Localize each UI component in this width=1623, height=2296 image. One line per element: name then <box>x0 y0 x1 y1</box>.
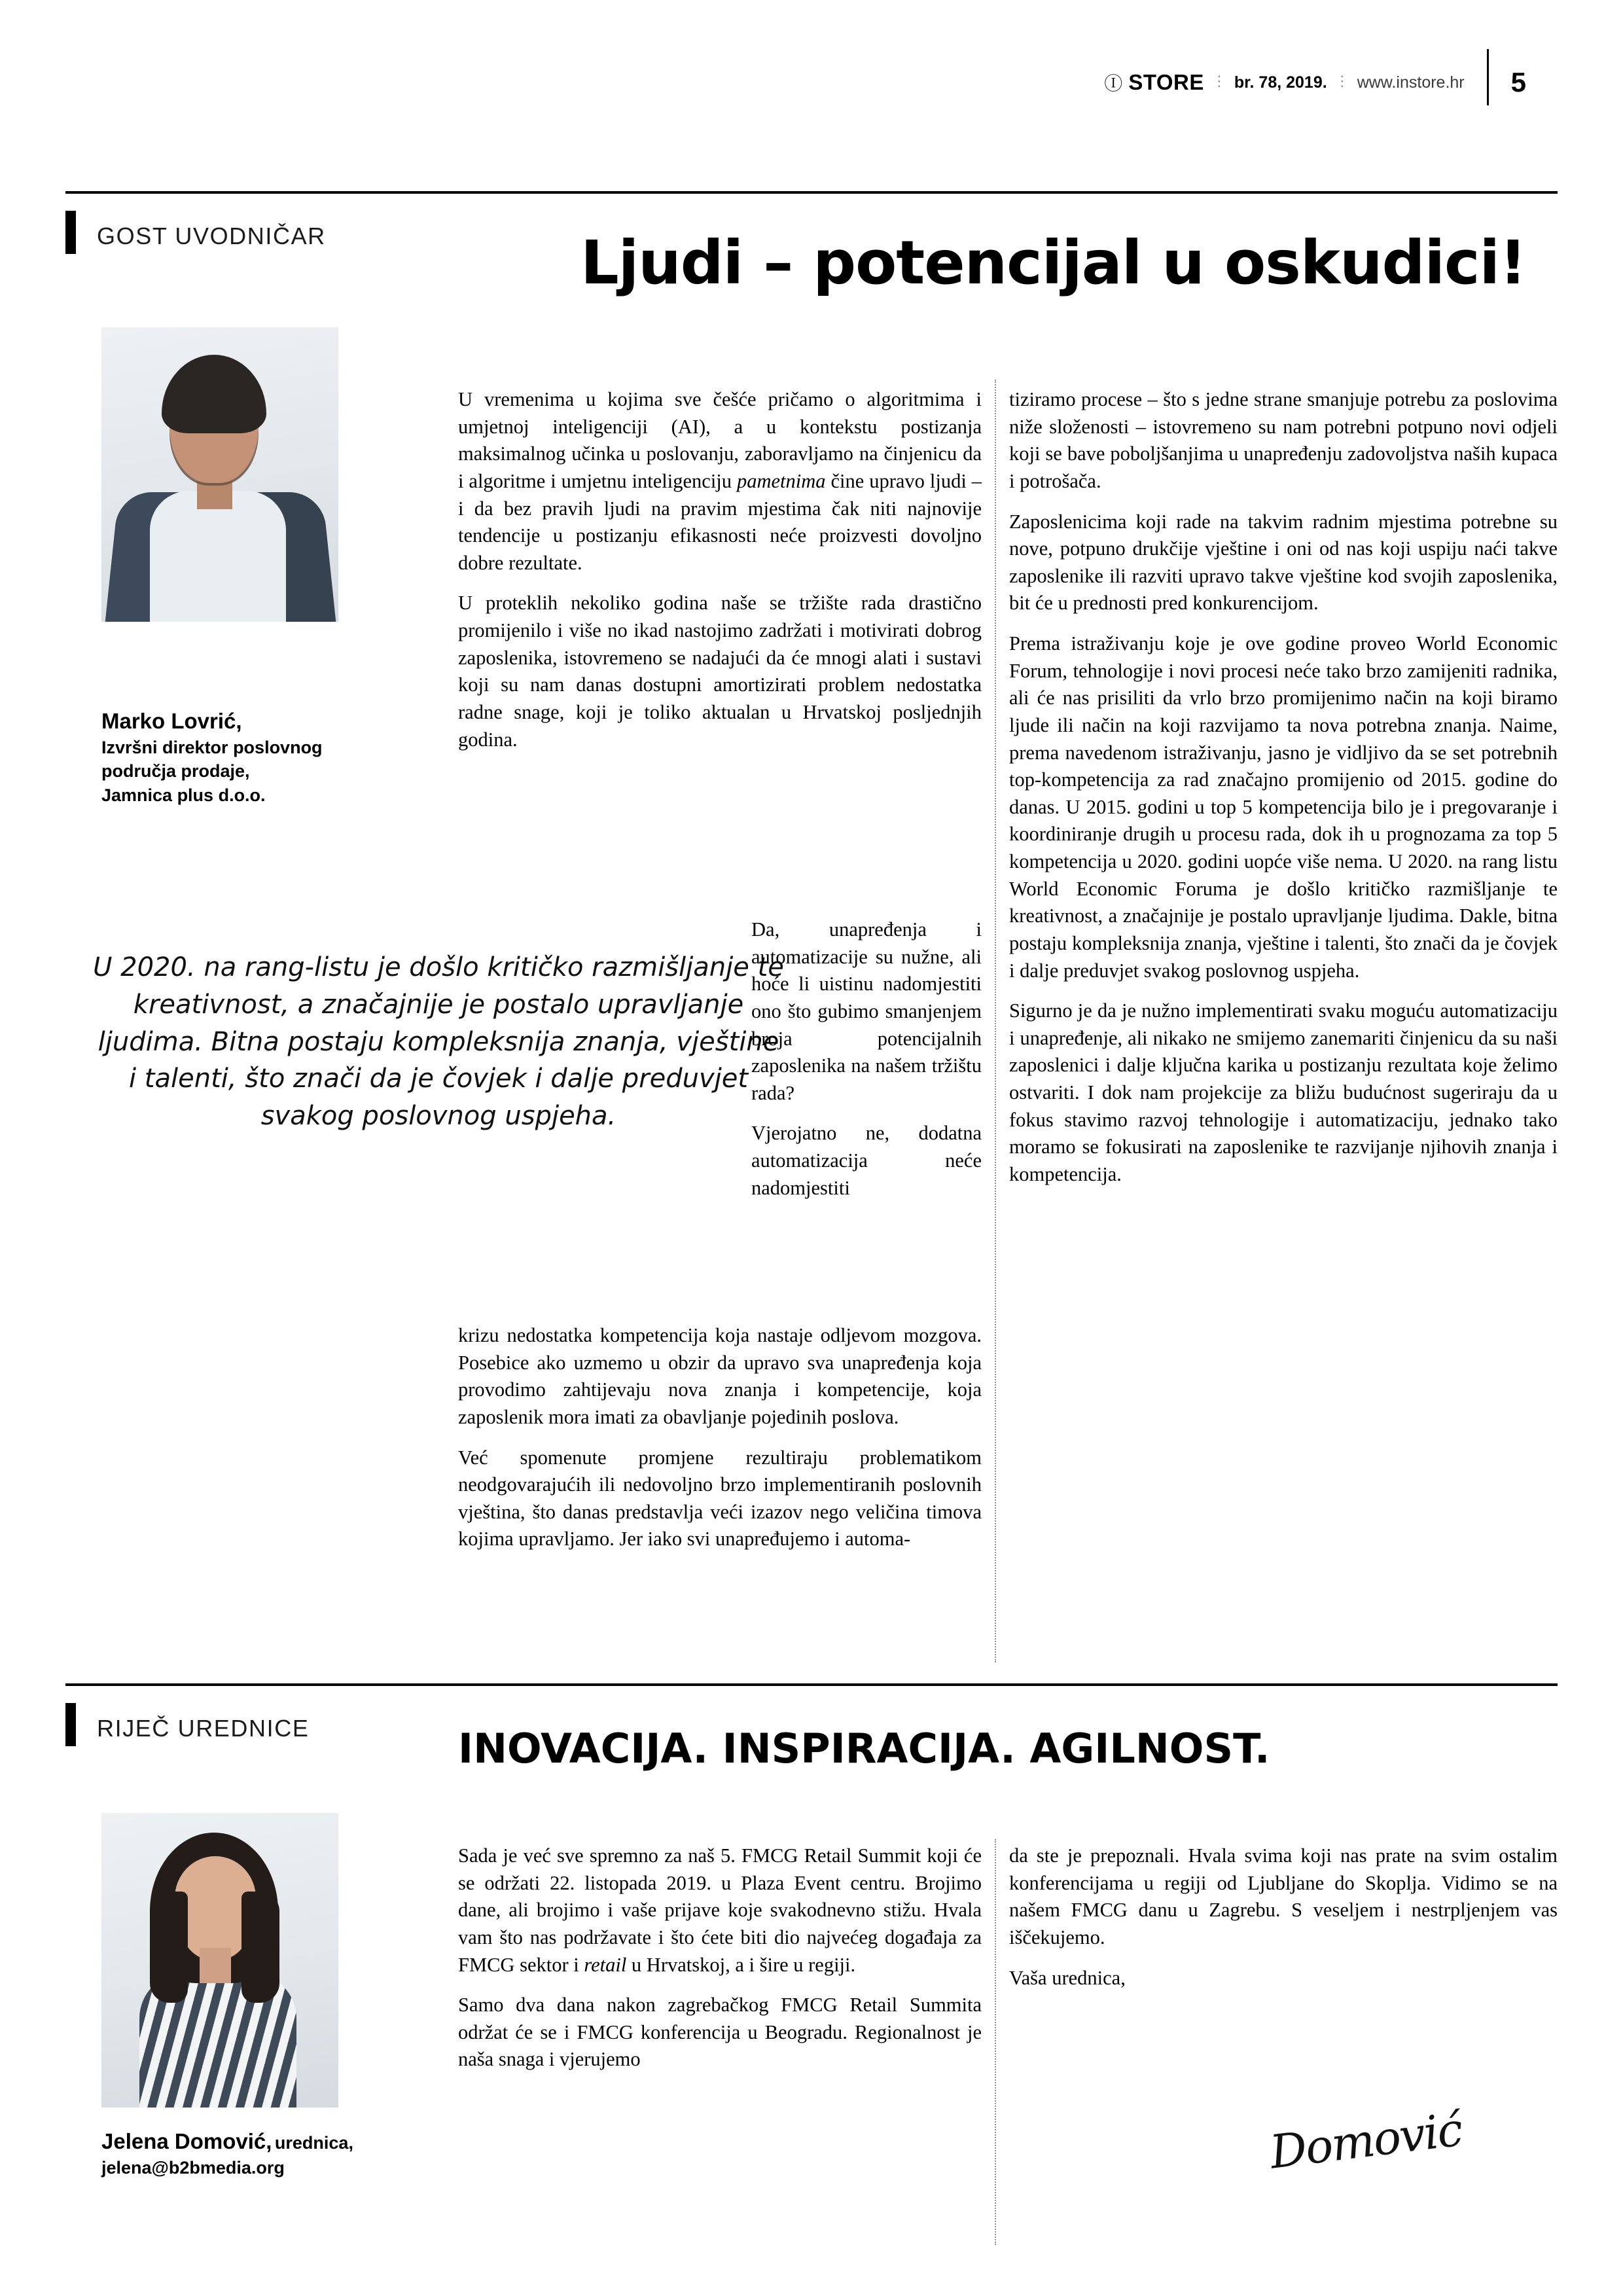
paragraph: Samo dva dana nakon zagrebačkog FMCG Retail Summita održat će se i FMCG konferencija u Beogradu. Regionalnost je naša snaga i vjerujemo <box>458 1994 982 2071</box>
author-name: Marko Lovrić, <box>101 709 242 733</box>
masthead <box>0 63 1623 102</box>
editor-role: urednica, <box>274 2133 353 2153</box>
author-role-line-2: područja prodaje, <box>101 761 250 781</box>
divider-icon: ⋮ <box>1334 73 1349 89</box>
page-number: 5 <box>1510 67 1526 98</box>
article-2-headline: INOVACIJA. INSPIRACIJA. AGILNOST. <box>458 1725 1270 1772</box>
paragraph: krizu nedostatka kompetencija koja nastaje odljevom mozgova. Posebice ako uzmemo u obzir da upravo sva unapređenja koja provodimo zahtijevaju nova znanja i kompetencije, koja zaposlenik mora imati za obavljanje pojedinih poslova. <box>458 1324 982 1428</box>
article-2-column-1 <box>458 1842 982 2073</box>
paragraph: Sigurno je da je nužno implementirati svaku moguću automatizaciju i unapređenje, ali nikako ne smijemo zanemariti činjenicu da su naši zaposlenici i dalje ključna karika u postizanju rezultata koje želimo ostvariti. I dok nam projekcije za bližu budućnost sugeriraju da u fokus stavimo razvoj tehnologije i automatizaciju, jednako tako moramo se fokusirati na zaposlenike te razvijanje njihovih znanja i kompetencija. <box>1009 999 1558 1185</box>
paragraph: tiziramo procese – što s jedne strane smanjuje potrebu za poslovima niže složenosti – istovremeno su nam potrebni potpuno novi odjeli koji se bave poboljšanjima u unapređenju zadovoljstva naših kupaca i potrošača. <box>1009 388 1558 492</box>
section-tick-editors-word <box>65 1703 76 1746</box>
article-separator-rule <box>65 1683 1558 1686</box>
author-photo-jelena-domovic <box>101 1813 338 2108</box>
section-label-guest-editor: GOST UVODNIČAR <box>97 223 326 249</box>
article-1-column-1-narrow <box>751 916 982 1202</box>
header-vertical-rule <box>1487 49 1489 105</box>
article-1-column-1-bottom <box>458 1322 982 1553</box>
website-url: www.instore.hr <box>1357 73 1465 92</box>
instore-logo-icon: Ⓘ <box>1104 73 1122 94</box>
author-company: Jamnica plus d.o.o. <box>101 785 266 805</box>
byline-jelena-domovic <box>101 2127 442 2179</box>
paragraph: Vjerojatno ne, dodatna automatizacija neće nadomjestiti <box>751 1122 982 1199</box>
paragraph: da ste je prepoznali. Hvala svima koji nas prate na svim ostalim konferencijama u regiji od Ljubljane do Skoplja. Vidimo se na našem FMCG danu u Zagrebu. S veseljem i nestrpljenjem vas iščekujemo. <box>1009 1844 1558 1948</box>
byline-marko-lovric <box>101 707 376 807</box>
column-divider-article-1 <box>995 380 996 1662</box>
column-divider-article-2 <box>995 1839 996 2245</box>
article-2-column-2 <box>1009 1842 1558 1992</box>
paragraph: Zaposlenicima koji rade na takvim radnim mjestima potrebne su nove, potpuno drukčije vještine i oni od nas koji uspiju naći takve zaposlenike ili razviti upravo takve vještine kod svojih zaposlenika, bit će u prednosti pred konkurencijom. <box>1009 510 1558 615</box>
article-1-column-2 <box>1009 386 1558 1189</box>
brand-name: STORE <box>1128 70 1204 94</box>
editor-name-row <box>101 2127 442 2156</box>
editor-name: Jelena Domović, <box>101 2129 272 2153</box>
article-1-column-1-top <box>458 386 982 753</box>
divider-icon: ⋮ <box>1211 73 1226 89</box>
paragraph: Prema istraživanju koje je ove godine proveo World Economic Forum, tehnologije i novi procesi neće tako brzo zamijeniti radnika, ali će nas prisiliti da vrlo brzo promijenimo način na koji biramo ljude ili način na koji razvijamo ta nova potrebna znanja. Naime, prema navedenom istraživanju, jasno je vidljivo da se set potrebnih top-kompetencija za rad značajno promijenio od 2015. godine do danas. U 2015. godini u top 5 kompetencija bilo je i pregovaranje i koordiniranje drugih u procesu rada, dok ih u prognozama za top 5 kompetencija u 2020. godini uopće više nema. U 2020. na rang listu World Economic Foruma je došlo kritičko razmišljanje te kreativnost, a značajnije je postalo upravljanje ljudima. Dakle, bitna postaju kompleksnija znanja, vještine i talenti, što znači da je čovjek i dalje preduvjet svakog poslovnog uspjeha. <box>1009 632 1558 982</box>
author-role-line-1: Izvršni direktor poslovnog <box>101 738 323 758</box>
top-rule <box>65 191 1558 194</box>
paragraph: U proteklih nekoliko godina naše se tržište rada drastično promijenilo i više no ikad nastojimo zadržati i motivirati dobrog zaposlenika, istovremeno se nadajući da će mnogi alati i sustavi koji su nam danas dostupni amortizirati problem nedostatka radne snage, koji je toliko aktualan u Hrvatskoj posljednjih godina. <box>458 592 982 751</box>
section-label-editors-word: RIJEČ UREDNICE <box>97 1715 310 1742</box>
paragraph: Vaša urednica, <box>1009 1966 1126 1989</box>
pull-quote: U 2020. na rang-listu je došlo kritičko razmišljanje te kreativnost, a značajnije je postalo upravljanje ljudima. Bitna postaju kompleksnija znanja, vještine i talenti, što znači da je čovjek i dalje preduvjet svakog poslovnog uspjeha. <box>93 952 784 1132</box>
editor-email[interactable]: jelena@b2bmedia.org <box>101 2158 285 2178</box>
paragraph: Da, unapređenja i automatizacije su nužne, ali hoće li uistinu nadomjestiti ono što gubimo smanjenjem broja potencijalnih zaposlenika na našem tržištu rada? <box>751 918 982 1104</box>
editor-signature: Domović <box>1267 2102 1465 2179</box>
paragraph: U vremenima u kojima sve češće pričamo o algoritmima i umjetnoj inteligenciji (AI), a u kontekstu postizanja maksimalnog učinka u poslovanju, zaboravljamo na činjenicu da i algoritme i umjetnu inteligenciju pametnima čine upravo ljudi – i da bez pravih ljudi na pravim mjestima čak niti najnovije tendencije u postizanju efikasnosti neće proizvesti dovoljno dobre rezultate. <box>458 388 982 574</box>
section-tick-guest-editor <box>65 211 76 254</box>
paragraph: Već spomenute promjene rezultiraju problematikom neodgovarajućih ili nedovoljno brzo implementiranih poslovnih vještina, što danas predstavlja veći izazov nego veličina timova kojima upravljamo. Jer iako svi unapređujemo i automa- <box>458 1446 982 1551</box>
paragraph: Sada je već sve spremno za naš 5. FMCG Retail Summit koji će se održati 22. listopada 2019. u Plaza Event centru. Brojimo dane, ali brojimo i vaše prijave koje svakodnevno stižu. Hvala vam što nas podržavate i što ćete biti dio najvećeg događaja za FMCG sektor i retail u Hrvatskoj, a i šire u regiji. <box>458 1844 982 1976</box>
article-1-headline: Ljudi – potencijal u oskudici! <box>580 228 1526 298</box>
issue-label: br. 78, 2019. <box>1234 73 1327 92</box>
author-photo-marko-lovric <box>101 327 338 622</box>
